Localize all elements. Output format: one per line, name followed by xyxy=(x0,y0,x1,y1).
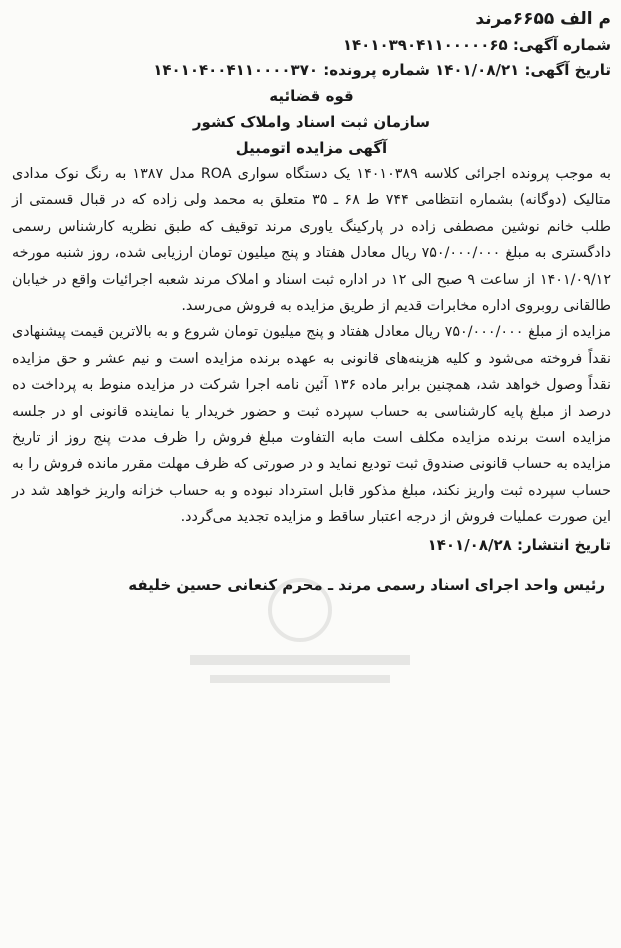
notice-code: م الف ۶۶۵۵مرند xyxy=(475,9,611,29)
publication-date: تاریخ انتشار: ۱۴۰۱/۰۸/۲۸ xyxy=(427,535,611,554)
signature-line: رئیس واحد اجرای اسناد رسمی مرند ـ محرم کنعانی حسین خلیفه xyxy=(128,575,605,594)
notice-subject: آگهی مزایده اتومبیل xyxy=(235,139,388,157)
organization-title: سازمان ثبت اسناد واملاک کشور xyxy=(192,113,431,131)
authority-title: قوه قضائیه xyxy=(269,87,354,105)
body-paragraph-1: به موجب پرونده اجرائی کلاسه ۱۴۰۱۰۳۸۹ یک دستگاه سواری ROA مدل ۱۳۸۷ به رنگ نوک مدادی متالیک (دوگانه) بشماره انتظامی ۷۴۴ ط ۶۸ ـ ۳۵ متعلق به محمد ولی زاده که در قبال قسمتی از طلب خانم نوشین مصطفی زاده در پارکینگ یاوری مرند توقیف که طبق نظریه کارشناس رسمی دادگستری به مبلغ ۷۵۰/۰۰۰/۰۰۰ ریال معادل هفتاد و پنج میلیون تومان ارزیابی شده، روز شنبه مورخه ۱۴۰۱/۰۹/۱۲ از ساعت ۹ صبح الی ۱۲ در اداره ثبت اسناد و املاک مرند شعبه اجرائیات واقع در خیابان طالقانی روبروی اداره مخابرات قدیم از طریق مزایده به فروش می‌رسد. xyxy=(12,166,612,315)
body-paragraph-2: مزایده از مبلغ ۷۵۰/۰۰۰/۰۰۰ ریال معادل هفتاد و پنج میلیون تومان شروع و به بالاترین قیمت پیشنهادی نقداً فروخته می‌شود و کلیه هزینه‌های قانونی به عهده برنده مزایده است و نیم عشر و حق مزایده نقداً وصول خواهد شد، همچنین برابر ماده ۱۳۶ آئین نامه اجرا شرکت در مزایده منوط به پرداخت ده درصد از مبلغ پایه کارشناسی به حساب سپرده ثبت و حضور خریدار یا نماینده قانونی او در جلسه مزایده است برنده مزایده مکلف است مابه التفاوت مبلغ فروش را ظرف مدت پنج روز از تاریخ مزایده به حساب قانونی صندوق ثبت تودیع نماید و در صورتی که ظرف مهلت مقرر مانده فروش را به حساب سپرده ثبت واریز نکند، مبلغ مذکور قابل استرداد نبوده و به حساب خزانه واریز خواهد شد در این صورت عملیات فروش از درجه اعتبار ساقط و مزایده تجدید می‌گردد. xyxy=(12,324,611,526)
notice-number: شماره آگهی: ۱۴۰۱۰۳۹۰۴۱۱۰۰۰۰۰۶۵ xyxy=(342,36,611,54)
notice-date-file-number: تاریخ آگهی: ۱۴۰۱/۰۸/۲۱ شماره پرونده: ۱۴۰۱۰۴۰۰۴۱۱۰۰۰۰۳۷۰ xyxy=(153,61,611,79)
